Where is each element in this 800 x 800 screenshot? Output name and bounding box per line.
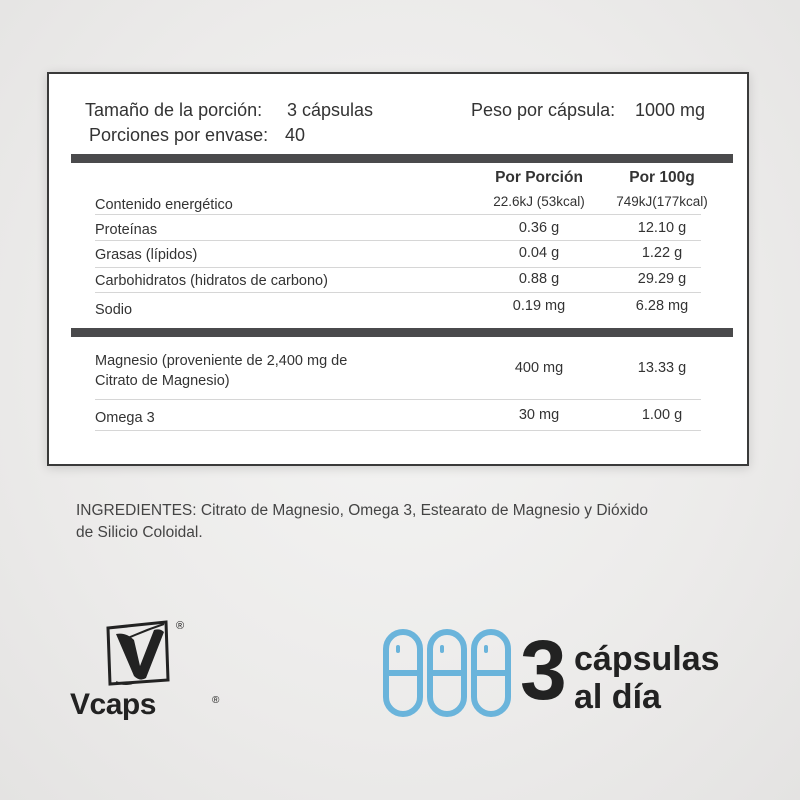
nutrient-per-100g: 1.22 g — [641, 245, 683, 261]
nutrient-per-serving: 22.6kJ (53kcal) — [493, 194, 585, 209]
brand-name: Vcaps — [70, 688, 156, 721]
nutrient-per-100g: 29.29 g — [637, 271, 687, 287]
nutrition-facts-panel — [47, 72, 749, 466]
ingredients-line2: de Silicio Coloidal. — [76, 524, 203, 541]
servings-per-container-value: 40 — [285, 125, 306, 145]
nutrient-name: Carbohidratos (hidratos de carbono) — [95, 273, 328, 289]
vcaps-logo — [70, 620, 220, 720]
nutrient-per-serving: 0.19 mg — [512, 298, 566, 314]
active-per-serving: 400 mg — [514, 360, 564, 376]
divider-bar-top — [71, 154, 733, 163]
dosage-line2: al día — [574, 678, 661, 716]
row-divider — [95, 430, 701, 431]
divider-bar-middle — [71, 328, 733, 337]
nutrient-per-serving: 0.04 g — [518, 245, 560, 261]
dosage-text — [574, 640, 720, 716]
active-name-line1: Omega 3 — [95, 410, 155, 426]
capsule-icon — [430, 632, 464, 714]
registered-mark: ® — [176, 620, 185, 632]
row-divider — [95, 292, 701, 293]
nutrient-name: Contenido energético — [95, 197, 233, 213]
row-divider — [95, 214, 701, 215]
dosage-number: 3 — [520, 623, 567, 717]
capsule-weight-label: Peso por cápsula: — [471, 100, 616, 120]
serving-size-value: 3 cápsulas — [287, 100, 374, 120]
capsule-weight-value: 1000 mg — [635, 100, 706, 120]
active-name-line1: Magnesio (proveniente de 2,400 mg de — [95, 353, 348, 369]
capsule-icon — [474, 632, 508, 714]
nutrient-per-100g: 6.28 mg — [635, 298, 689, 314]
column-header-per-100g: Por 100g — [629, 169, 695, 186]
nutrient-per-100g: 749kJ(177kcal) — [616, 194, 708, 209]
registered-mark: ® — [212, 695, 220, 706]
row-divider — [95, 267, 701, 268]
dosage-line1: cápsulas — [574, 640, 720, 678]
nutrient-per-serving: 0.36 g — [518, 220, 560, 236]
nutrient-name: Grasas (lípidos) — [95, 247, 198, 263]
active-per-100g: 1.00 g — [641, 407, 683, 423]
leaf-icon — [106, 620, 226, 690]
serving-size-label: Tamaño de la porción: — [85, 100, 263, 120]
active-name-line2: Citrato de Magnesio) — [95, 373, 230, 389]
row-divider — [95, 240, 701, 241]
ingredients-line1: INGREDIENTES: Citrato de Magnesio, Omega 3, Estearato de Magnesio y Dióxido — [76, 502, 649, 519]
active-per-serving: 30 mg — [518, 407, 560, 423]
row-divider — [95, 399, 701, 400]
capsules-icon-group — [382, 628, 512, 718]
nutrient-name: Sodio — [95, 302, 133, 318]
nutrient-per-100g: 12.10 g — [637, 220, 687, 236]
nutrient-per-serving: 0.88 g — [518, 271, 560, 287]
active-per-100g: 13.33 g — [637, 360, 687, 376]
nutrient-name: Proteínas — [95, 222, 158, 238]
ingredients-text — [76, 500, 756, 544]
column-header-per-serving: Por Porción — [495, 169, 583, 186]
capsule-icon — [386, 632, 420, 714]
servings-per-container-label: Porciones por envase: — [89, 125, 269, 145]
